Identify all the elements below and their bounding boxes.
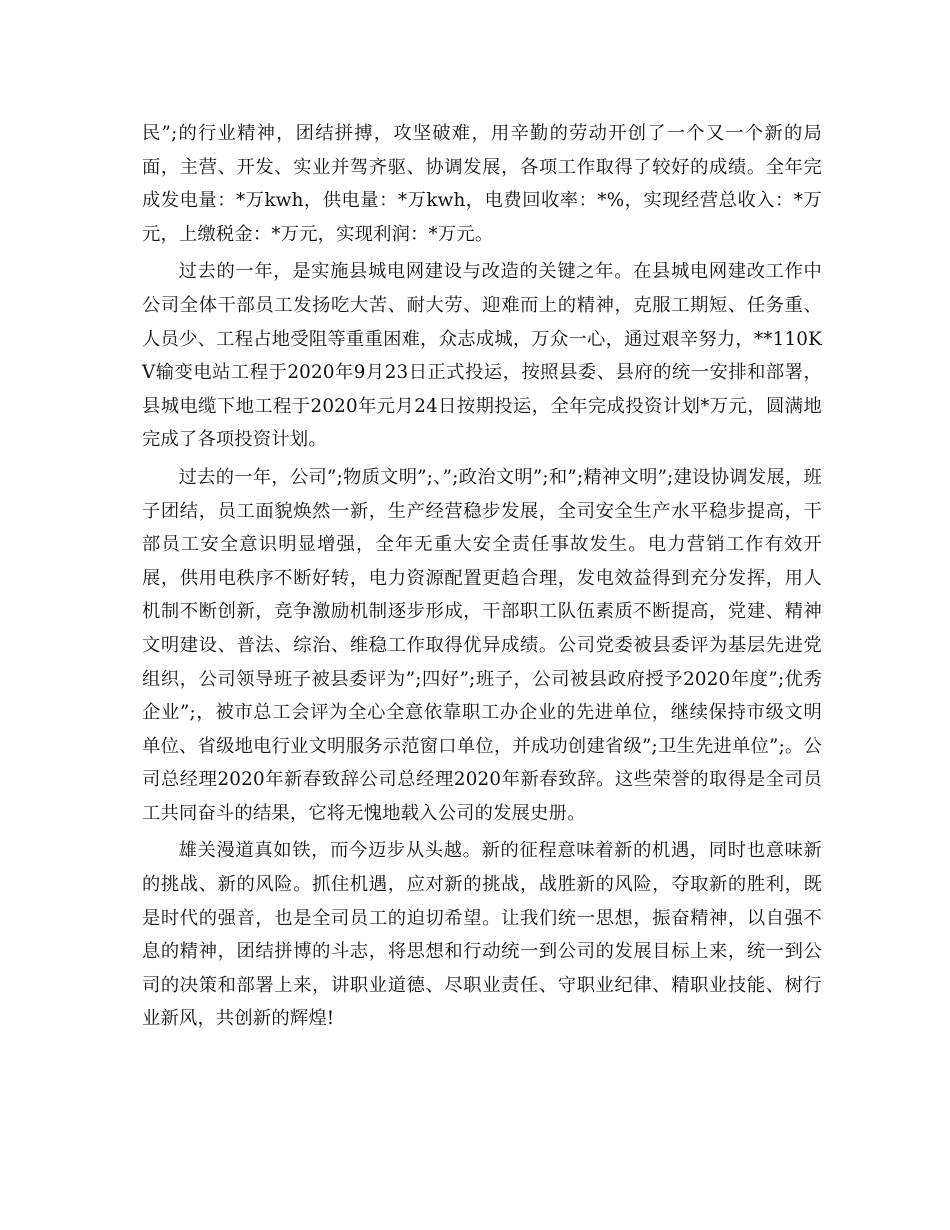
paragraph-closing: 雄关漫道真如铁，而今迈步从头越。新的征程意味着新的机遇，同时也意味新的挑战、新的风险。抓住机遇，应对新的挑战，战胜新的风险，夺取新的胜利，既是时代的强音，也是全司员工的迫切希望。让我们统一思想，振奋精神，以自强不息的精神，团结拼博的斗志，将思想和行动统一到公司的发展目标上来，统一到公司的决策和部署上来，讲职业道德、尽职业责任、守职业纪律、精职业技能、树行业新风，共创新的辉煌!: [142, 840, 822, 1030]
paragraph-grid-construction: 过去的一年，是实施县城电网建设与改造的关键之年。在县城电网建改工作中公司全体干部员工发扬吃大苦、耐大劳、迎难而上的精神，克服工期短、任务重、人员少、工程占地受阻等重重困难，众志成城，万众一心，通过艰辛努力，**110KV输变电站工程于2020年9月23日正式投运，按照县委、县府的统一安排和部署，县城电缆下地工程于2020年元月24日按期投运，全年完成投资计划*万元，圆满地完成了各项投资计划。: [142, 261, 822, 451]
paragraph-achievements: 过去的一年，公司”;物质文明”;、”;政治文明”;和”;精神文明”;建设协调发展，班子团结，员工面貌焕然一新，生产经营稳步发展，全司安全生产水平稳步提高，干部员工安全意识明显增强，全年无重大安全责任事故发生。电力营销工作有效开展，供用电秩序不断好转，电力资源配置更趋合理，发电效益得到充分发挥，用人机制不断创新，竞争激励机制逐步形成，干部职工队伍素质不断提高，党建、精神文明建设、普法、综治、维稳工作取得优异成绩。公司党委被县委评为基层先进党组织，公司领导班子被县委评为”;四好”;班子，公司被县政府授予2020年度”;优秀企业”;，被市总工会评为全心全意依靠职工办企业的先进单位，继续保持市级文明单位、省级地电行业文明服务示范窗口单位，并成功创建省级”;卫生先进单位”;。公司总经理2020年新春致辞公司总经理2020年新春致辞。这些荣誉的取得是全司员工共同奋斗的结果，它将无愧地载入公司的发展史册。: [142, 466, 822, 824]
paragraph-continuation: 民”;的行业精神，团结拼搏，攻坚破难，用辛勤的劳动开创了一个又一个新的局面，主营、开发、实业并驾齐驱、协调发展，各项工作取得了较好的成绩。全年完成发电量：*万kwh，供电量：*万kwh，电费回收率：*%，实现经营总收入：*万元，上缴税金：*万元，实现利润：*万元。: [142, 123, 822, 245]
document-page: [142, 117, 822, 1040]
